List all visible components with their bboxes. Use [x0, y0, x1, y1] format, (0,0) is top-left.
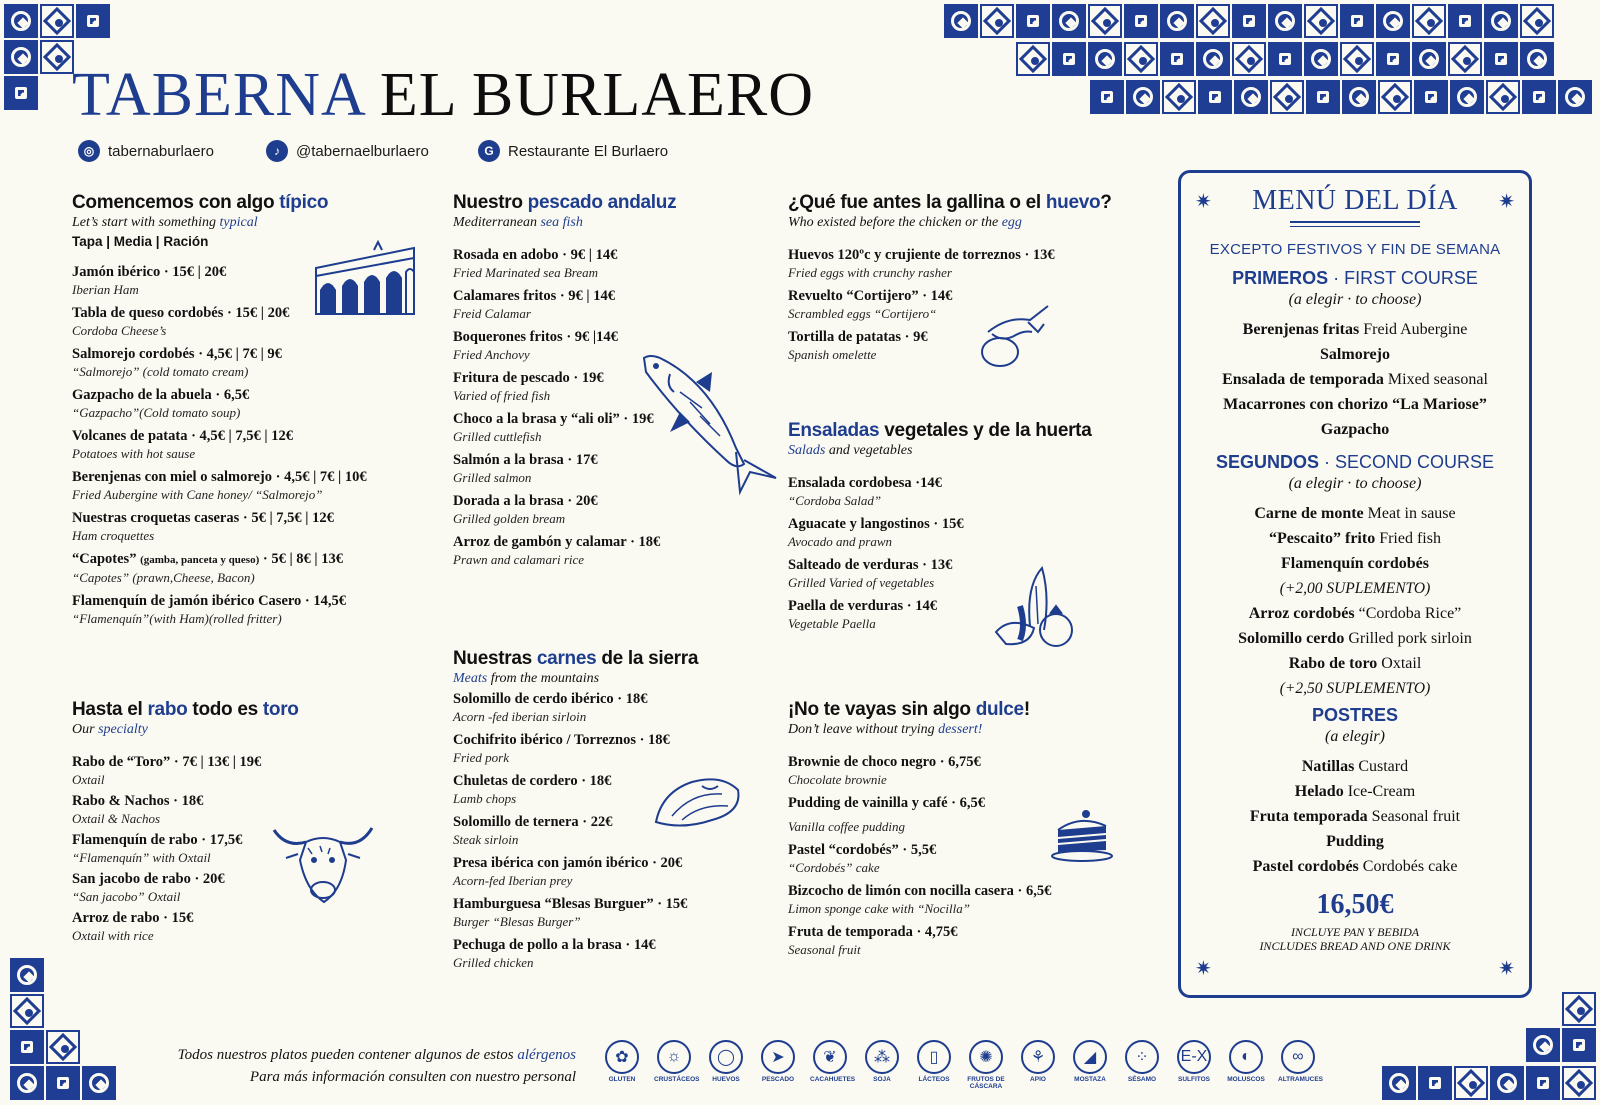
allergen-item — [810, 1040, 856, 1090]
allergen-item — [862, 1040, 902, 1090]
section-subtitle: Mediterranean sea fish — [453, 215, 583, 230]
azulejo-tile — [1234, 80, 1268, 114]
allergen-icon: ∞ — [1281, 1040, 1315, 1074]
azulejo-tile — [4, 40, 38, 74]
menu-item: Fritura de pescado · 19€ Varied of fried fish — [453, 370, 604, 403]
choose-note: (a elegir) — [1325, 728, 1385, 745]
choose-note: (a elegir · to choose) — [1288, 291, 1422, 308]
section-subtitle: Let’s start with something typical — [72, 215, 258, 230]
azulejo-tile — [4, 4, 38, 38]
allergen-label: CACAHUETES — [810, 1076, 856, 1083]
menu-item: Fruta de temporada · 4,75€ Seasonal fruit — [788, 924, 958, 957]
allergen-icon: ◐ — [1229, 1040, 1263, 1074]
menu-item: San jacobo de rabo · 20€ “San jacobo” Oxtail — [72, 871, 225, 904]
section-subtitle: Meats from the mountains — [453, 671, 600, 686]
azulejo-tile — [1052, 42, 1086, 76]
postres-heading: POSTRES — [1311, 705, 1399, 725]
menu-dia-item: Pastel cordobés Cordobés cake — [1252, 858, 1458, 875]
google-listing[interactable]: G Restaurante El Burlaero — [478, 140, 668, 162]
azulejo-tile — [46, 1066, 80, 1100]
azulejo-tile — [1088, 4, 1122, 38]
allergen-icon: ⁘ — [1125, 1040, 1159, 1074]
allergen-item — [914, 1040, 954, 1090]
allergen-label: FRUTOS DE CÁSCARA — [967, 1076, 1005, 1090]
allergen-label: MOLUSCOS — [1227, 1076, 1265, 1083]
menu-dia-item: Ensalada de temporada Mixed seasonal — [1222, 371, 1488, 388]
azulejo-tile — [1450, 80, 1484, 114]
menu-item: Boquerones fritos · 9€ |14€ Fried Anchovy — [453, 329, 618, 362]
allergen-item — [602, 1040, 642, 1090]
allergen-label: HUEVOS — [712, 1076, 740, 1083]
azulejo-tile — [1124, 42, 1158, 76]
menu-item: Choco a la brasa y “ali oli” · 19€ Grilled cuttlefish — [453, 411, 654, 444]
menu-dia-item: Salmorejo — [1320, 346, 1390, 363]
allergen-item — [1278, 1040, 1324, 1090]
azulejo-tile — [40, 4, 74, 38]
menu-item: Salteado de verduras · 13€ Grilled Varied of vegetables — [788, 557, 953, 590]
size-legend: Tapa | Media | Ración — [72, 234, 209, 249]
menu-dia-item: Flamenquín cordobés — [1280, 555, 1429, 572]
azulejo-tile — [1198, 80, 1232, 114]
menu-dia-item: Pudding — [1326, 833, 1384, 850]
menu-item: Rabo de “Toro” · 7€ | 13€ | 19€ Oxtail — [72, 754, 262, 787]
section-subtitle: Don’t leave without trying dessert! — [788, 722, 983, 737]
allergen-icon: ⁂ — [865, 1040, 899, 1074]
menu-item: Aguacate y langostinos · 15€ Avocado and prawn — [788, 516, 964, 549]
supplement-note: (+2,50 SUPLEMENTO) — [1279, 680, 1431, 697]
azulejo-tile — [1232, 42, 1266, 76]
allergen-icon: E-X — [1177, 1040, 1211, 1074]
allergen-item — [1122, 1040, 1162, 1090]
menu-item: Berenjenas con miel o salmorejo · 4,5€ | 7€ | 10€ Fried Aubergine with Cane honey/ “Salmorejo” — [72, 469, 367, 502]
azulejo-tile — [1270, 80, 1304, 114]
section-huevo — [788, 192, 1112, 369]
menu-item: Rabo & Nachos · 18€ Oxtail & Nachos — [72, 793, 204, 826]
section-title: Comencemos con algo típico — [72, 192, 329, 213]
allergen-item — [1070, 1040, 1110, 1090]
allergen-item — [1174, 1040, 1214, 1090]
azulejo-tile — [1562, 992, 1596, 1026]
menu-dia-item: Macarrones con chorizo “La Mariose” — [1223, 396, 1487, 413]
azulejo-tile — [1382, 1066, 1416, 1100]
menu-dia-item: Berenjenas fritas Freid Aubergine — [1242, 321, 1468, 338]
menu-dia-item: Rabo de toro Oxtail — [1288, 655, 1422, 672]
azulejo-tile — [1414, 80, 1448, 114]
allergen-label: SOJA — [873, 1076, 891, 1083]
azulejo-tile — [1412, 42, 1446, 76]
azulejo-tile — [1484, 42, 1518, 76]
azulejo-tile — [1160, 4, 1194, 38]
menu-item: Arroz de gambón y calamar · 18€ Prawn and calamari rice — [453, 534, 661, 567]
azulejo-tile — [1520, 4, 1554, 38]
menu-item: Hamburguesa “Blesas Burguer” · 15€ Burger “Blesas Burger” — [453, 896, 688, 929]
azulejo-tile — [1196, 42, 1230, 76]
allergen-icon: ✺ — [969, 1040, 1003, 1074]
azulejo-tile — [1340, 4, 1374, 38]
azulejo-tile — [76, 4, 110, 38]
menu-dia-item: Natillas Custard — [1301, 758, 1409, 775]
menu-item: Paella de verduras · 14€ Vegetable Paella — [788, 598, 938, 631]
menu-item: Solomillo de cerdo ibérico · 18€ Acorn -fed iberian sirloin — [453, 691, 648, 724]
section-subtitle: Our specialty — [72, 722, 148, 737]
azulejo-tile — [1558, 80, 1592, 114]
allergen-label: LÁCTEOS — [918, 1076, 950, 1083]
azulejo-tile — [944, 4, 978, 38]
tiktok-icon: ♪ — [266, 140, 288, 162]
star-ornament-icon: ✷ — [1498, 958, 1515, 980]
allergen-icon: ☼ — [657, 1040, 691, 1074]
azulejo-tile — [1016, 4, 1050, 38]
menu-item: Flamenquín de rabo · 17,5€ “Flamenquín” with Oxtail — [72, 832, 243, 865]
allergen-label: MOSTAZA — [1074, 1076, 1106, 1083]
azulejo-tile — [1378, 80, 1412, 114]
allergen-icon: ✿ — [605, 1040, 639, 1074]
menu-item: Huevos 120ºc y crujiente de torreznos · 13€ Fried eggs with crunchy rasher — [788, 247, 1055, 280]
supplement-note: (+2,00 SUPLEMENTO) — [1279, 580, 1431, 597]
choose-note: (a elegir · to choose) — [1288, 475, 1422, 492]
section-title: Nuestro pescado andaluz — [453, 192, 677, 213]
azulejo-tile — [1484, 4, 1518, 38]
azulejo-tile — [10, 1030, 44, 1064]
allergen-label: SULFITOS — [1177, 1076, 1211, 1083]
section-title: ¿Qué fue antes la gallina o el huevo? — [788, 192, 1112, 213]
allergen-item — [966, 1040, 1006, 1090]
azulejo-tile — [1268, 4, 1302, 38]
section-subtitle: Salads and vegetables — [788, 443, 913, 458]
restaurant-title: TABERNA EL BURLAERO — [72, 61, 814, 129]
primeros-heading: PRIMEROS · FIRST COURSE — [1232, 268, 1478, 288]
azulejo-tile — [10, 958, 44, 992]
allergen-label: CRUSTÁCEOS — [654, 1076, 700, 1083]
includes-note: INCLUYE PAN Y BEBIDA INCLUDES BREAD AND ONE DRINK — [1259, 925, 1451, 953]
allergen-label: SÉSAMO — [1127, 1076, 1157, 1083]
menu-item: Pastel “cordobés” · 5,5€ “Cordobés” cake — [788, 842, 937, 875]
azulejo-tile — [1304, 42, 1338, 76]
azulejo-tile — [1162, 80, 1196, 114]
menu-item: Chuletas de cordero · 18€ Lamb chops — [453, 773, 612, 806]
allergen-item — [1018, 1040, 1058, 1090]
azulejo-tile — [1268, 42, 1302, 76]
allergen-item — [1226, 1040, 1266, 1090]
azulejo-tile — [1016, 42, 1050, 76]
fish-illustration — [640, 352, 780, 502]
menu-item: Tabla de queso cordobés · 15€ | 20€ Cordoba Cheese’s — [72, 305, 290, 338]
azulejo-tile — [82, 1066, 116, 1100]
allergen-label: APIO — [1030, 1076, 1046, 1083]
azulejo-tile — [1124, 4, 1158, 38]
azulejo-tile — [980, 4, 1014, 38]
azulejo-tile — [1304, 4, 1338, 38]
azulejo-tile — [1490, 1066, 1524, 1100]
azulejo-tile — [1306, 80, 1340, 114]
vegetables-illustration — [990, 566, 1080, 650]
azulejo-tile — [1448, 42, 1482, 76]
allergen-icon: ❦ — [813, 1040, 847, 1074]
section-rabo — [72, 699, 299, 948]
menu-item: Gazpacho de la abuela · 6,5€ “Gazpacho”(Cold tomato soup) — [72, 387, 250, 420]
menu-item: Cochifrito ibérico / Torreznos · 18€ Fried pork — [453, 732, 670, 765]
menu-item: Brownie de choco negro · 6,75€ Chocolate brownie — [788, 754, 981, 787]
menu-item: “Capotes” (gamba, panceta y queso) · 5€ | 8€ | 13€ “Capotes” (prawn,Cheese, Bacon) — [72, 551, 343, 585]
azulejo-tile — [10, 994, 44, 1028]
menu-item: Jamón ibérico · 15€ | 20€ Iberian Ham — [72, 264, 227, 297]
allergen-icon: ➤ — [761, 1040, 795, 1074]
allergen-icon: ◯ — [709, 1040, 743, 1074]
star-ornament-icon: ✷ — [1195, 958, 1212, 980]
azulejo-tile — [1160, 42, 1194, 76]
instagram-handle[interactable]: ◎ tabernaburlaero — [78, 140, 214, 162]
allergen-label: PESCADO — [761, 1076, 795, 1083]
allergen-item — [706, 1040, 746, 1090]
menu-item: Ensalada cordobesa ·14€ “Cordoba Salad” — [788, 475, 942, 508]
exception-note: EXCEPTO FESTIVOS Y FIN DE SEMANA — [1209, 241, 1501, 258]
bull-head-illustration — [268, 820, 378, 910]
allergen-label: GLUTEN — [608, 1076, 636, 1083]
menu-del-dia-title: MENÚ DEL DÍA — [1252, 185, 1458, 216]
azulejo-tile — [1526, 1028, 1560, 1062]
azulejo-tile — [1520, 42, 1554, 76]
azulejo-tile — [1522, 80, 1556, 114]
section-title: Nuestras carnes de la sierra — [453, 648, 699, 669]
allergen-icon: ⚘ — [1021, 1040, 1055, 1074]
menu-price: 16,50€ — [1316, 889, 1394, 920]
mezquita-arches-illustration — [314, 238, 420, 316]
menu-item: Bizcocho de limón con nocilla casera · 6,5€ Limon sponge cake with “Nocilla” — [788, 883, 1052, 916]
menu-dia-item: Arroz cordobés “Cordoba Rice” — [1248, 605, 1462, 622]
title-underline — [1290, 221, 1420, 223]
section-subtitle: Who existed before the chicken or the egg — [788, 215, 1022, 230]
allergen-icon: ▯ — [917, 1040, 951, 1074]
azulejo-tile — [1232, 4, 1266, 38]
menu-item: Nuestras croquetas caseras · 5€ | 7,5€ | 12€ Ham croquettes — [72, 510, 334, 543]
star-ornament-icon: ✷ — [1195, 191, 1212, 213]
menu-dia-item: Fruta temporada Seasonal fruit — [1249, 808, 1461, 825]
cake-illustration — [1050, 806, 1114, 862]
azulejo-tile — [1340, 42, 1374, 76]
segundos-heading: SEGUNDOS · SECOND COURSE — [1215, 452, 1495, 472]
azulejo-tile — [1376, 42, 1410, 76]
azulejo-tile — [1448, 4, 1482, 38]
section-title: Hasta el rabo todo es toro — [72, 699, 299, 720]
instagram-icon: ◎ — [78, 140, 100, 162]
hand-egg-illustration — [978, 302, 1054, 372]
menu-item: Dorada a la brasa · 20€ Grilled golden bream — [453, 493, 598, 526]
menu-item: Tortilla de patatas · 9€ Spanish omelette — [788, 329, 928, 362]
menu-item: Flamenquín de jamón ibérico Casero · 14,5€ “Flamenquín”(with Ham)(rolled fritter) — [72, 593, 347, 626]
menu-dia-item: Helado Ice-Cream — [1294, 783, 1416, 800]
menu-dia-item: Carne de monte Meat in sause — [1254, 505, 1456, 522]
menu-item: Presa ibérica con jamón ibérico · 20€ Acorn-fed Iberian prey — [453, 855, 683, 888]
azulejo-tile — [1562, 1066, 1596, 1100]
allergen-notice: Todos nuestros platos pueden contener algunos de estos alérgenos Para más información consulten con nuestro personal — [177, 1047, 576, 1085]
menu-item: Arroz de rabo · 15€ Oxtail with rice — [72, 910, 194, 943]
menu-item: Rosada en adobo · 9€ | 14€ Fried Marinated sea Bream — [453, 247, 618, 280]
azulejo-tile — [1454, 1066, 1488, 1100]
allergen-item — [654, 1040, 700, 1090]
azulejo-tile — [1052, 4, 1086, 38]
meat-cut-illustration — [652, 772, 744, 832]
azulejo-tile — [1126, 80, 1160, 114]
azulejo-tile — [1088, 42, 1122, 76]
azulejo-tile — [1526, 1066, 1560, 1100]
menu-item: Calamares fritos · 9€ | 14€ Freid Calamar — [453, 288, 615, 321]
allergen-label: ALTRAMUCES — [1278, 1076, 1324, 1083]
azulejo-tile — [4, 76, 38, 110]
azulejo-tile — [1486, 80, 1520, 114]
google-icon: G — [478, 140, 500, 162]
azulejo-tile — [1376, 4, 1410, 38]
allergen-item — [758, 1040, 798, 1090]
azulejo-tile — [46, 1030, 80, 1064]
menu-item: Volcanes de patata · 4,5€ | 7,5€ | 12€ Potatoes with hot sause — [72, 428, 293, 461]
azulejo-tile — [1342, 80, 1376, 114]
azulejo-tile — [1090, 80, 1124, 114]
section-title: ¡No te vayas sin algo dulce! — [788, 699, 1030, 720]
azulejo-tile — [40, 40, 74, 74]
menu-item: Revuelto “Cortijero” · 14€ Scrambled eggs “Cortijero“ — [788, 288, 953, 321]
menu-item: Salmón a la brasa · 17€ Grilled salmon — [453, 452, 598, 485]
title-underline — [1290, 226, 1420, 227]
azulejo-tile — [1418, 1066, 1452, 1100]
tiktok-handle[interactable]: ♪ @tabernaelburlaero — [266, 140, 429, 162]
allergen-icons — [602, 1040, 1324, 1090]
menu-dia-item: “Pescaito” frito Fried fish — [1269, 530, 1441, 547]
azulejo-tile — [1196, 4, 1230, 38]
allergen-icon: ◢ — [1073, 1040, 1107, 1074]
star-ornament-icon: ✷ — [1498, 191, 1515, 213]
menu-del-dia-box — [1178, 170, 1532, 998]
menu-item: Solomillo de ternera · 22€ Steak sirloin — [453, 814, 613, 847]
menu-dia-item: Solomillo cerdo Grilled pork sirloin — [1238, 630, 1472, 647]
azulejo-tile — [1412, 4, 1446, 38]
menu-item: Pudding de vainilla y café · 6,5€ Vanilla coffee pudding — [788, 795, 985, 834]
section-title: Ensaladas vegetales y de la huerta — [788, 420, 1092, 441]
section-dulce — [788, 699, 1051, 964]
menu-item: Pechuga de pollo a la brasa · 14€ Grilled chicken — [453, 937, 656, 970]
azulejo-tile — [10, 1066, 44, 1100]
menu-item: Salmorejo cordobés · 4,5€ | 7€ | 9€ “Salmorejo” (cold tomato cream) — [72, 346, 282, 379]
azulejo-tile — [1562, 1028, 1596, 1062]
menu-dia-item: Gazpacho — [1320, 421, 1390, 438]
